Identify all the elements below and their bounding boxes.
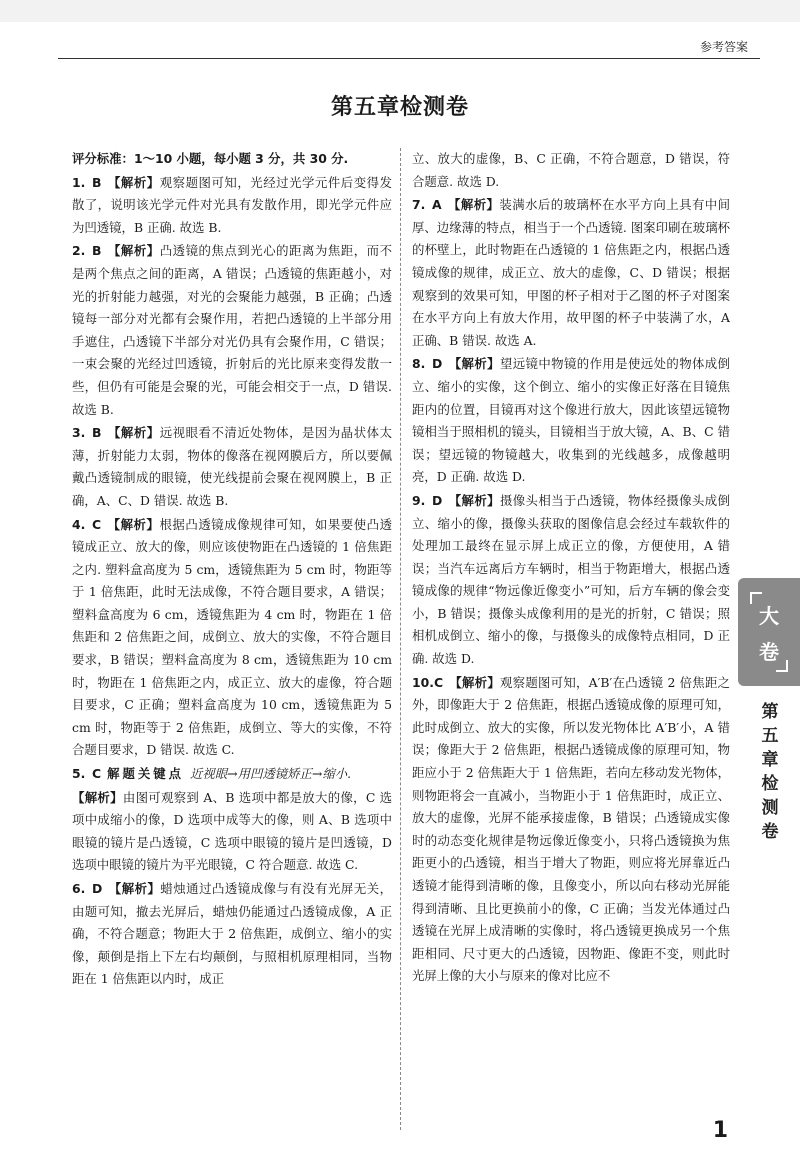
item-number: 7. xyxy=(412,197,426,213)
answer-item-3 xyxy=(72,422,392,512)
analysis-text: 立、放大的虚像，B、C 正确，不符合题意，D 错误，符合题意. 故选 D. xyxy=(412,151,730,189)
bracket-bottom-right xyxy=(776,660,788,672)
analysis-text: 远视眼看不清近处物体，是因为晶状体太薄，折射能力太弱，物体的像落在视网膜后方，所以要佩戴凸透镜制成的眼镜，使光线提前会聚在视网膜上，B 正确，A、C、D 错误. 故选 B. xyxy=(72,425,393,508)
answer-item-9 xyxy=(412,490,730,671)
answer-item-4 xyxy=(72,514,392,763)
side-tab xyxy=(738,578,800,686)
analysis-text: 凸透镜的焦点到光心的距离为焦距，而不是两个焦点之间的距离，A 错误；凸透镜的焦距越小，对光的折射能力越强，对光的会聚能力越强，B 正确；凸透镜每一部分对光都有会聚作用，若把凸透镜的上半部分用手遮住，凸透镜下半部分对光仍具有会聚作用，C 错误；一束会聚的光经过凹透镜，折射后的光比原来变得发散一些，但仍有可能是会聚的光，可能会相交于一点，D 错误. 故选 B. xyxy=(72,243,393,417)
answer-item-2 xyxy=(72,240,392,421)
item-answer: B xyxy=(92,243,102,259)
left-column xyxy=(72,148,392,992)
answer-item-7 xyxy=(412,194,730,352)
column-divider xyxy=(400,148,401,1130)
analysis-tag: 【解析】 xyxy=(448,492,500,508)
item-answer: C xyxy=(92,766,102,782)
item-number: 2. xyxy=(72,243,86,259)
right-column xyxy=(412,148,730,989)
side-tab-top: 大 xyxy=(759,604,779,628)
item-number: 10. xyxy=(412,674,434,690)
scoring-criteria xyxy=(72,148,392,171)
item-answer: D xyxy=(432,356,443,372)
header-label: 参考答案 xyxy=(699,40,748,54)
analysis-text: 由图可观察到 A、B 选项中都是放大的像，C 选项中成缩小的像，D 选项中成等大的像，则 A、B 选项中眼镜的镜片是凸透镜，C 选项中眼镜的镜片是凹透镜，D 选项中眼镜的镜片为平光眼镜，C 符合题意. 故选 C. xyxy=(72,789,392,873)
side-tab-bottom: 卷 xyxy=(759,640,779,664)
item-answer: B xyxy=(92,174,102,190)
analysis-text: 观察题图可知，A′B′在凸透镜 2 倍焦距之外，即像距大于 2 倍焦距，根据凸透镜成像的原理可知，此时成倒立、放大的实像，所以发光物体比 A′B′小，A 错误；像距大于 2 倍焦距，根据凸透镜成像的原理可知，物距应小于 2 倍焦距大于 1 倍焦距，若向左移动发光物体，则物距将会一直减小，当物距小于 1 倍焦距时，成正立、放大的虚像，光屏不能承接虚像，B 错误；凸透镜成实像时的动态变化规律是物远像近像变小，只将凸透镜换为焦距更小的凸透镜，相当于增大了物距，则应将光屏靠近凸透镜才能得到清晰的像，且像变小，所以向右移动光屏能得到清晰、且比更换前小的像，C 正确；当发光体通过凸透镜在光屏上成清晰的实像时，将凸透镜更换成另一个焦距相同、尺寸更大的凸透镜，因物距、像距不变，则此时光屏上像的大小与原来的像对比应不 xyxy=(412,674,730,984)
analysis-tag: 【解析】 xyxy=(447,197,500,213)
key-point-label: 解题关键点 xyxy=(107,766,185,782)
item-answer: D xyxy=(92,881,103,896)
criteria-text: 评分标准：1～10 小题，每小题 3 分，共 30 分. xyxy=(72,151,349,166)
key-point-text: 近视眼→用凹透镜矫正→缩小. xyxy=(190,766,352,782)
analysis-tag: 【解析】 xyxy=(107,425,160,441)
analysis-tag: 【解析】 xyxy=(107,516,160,532)
answer-item-6 xyxy=(72,878,392,991)
analysis-text: 装满水后的玻璃杯在水平方向上具有中间厚、边缘薄的特点，相当于一个凸透镜. 图案印刷在玻璃杯的杯壁上，此时物距在凸透镜的 1 倍焦距之内，根据凸透镜成像的规律，成正立、放大的虚像，C、D 错误；根据观察到的效果可知，甲图的杯子相对于乙图的杯子对图案在水平方向上有放大作用，故甲图的杯子中装满了水，A 正确、B 错误. 故选 A. xyxy=(412,197,731,348)
answer-item-10 xyxy=(412,672,730,988)
analysis-tag: 【解析】 xyxy=(108,881,161,896)
item-answer: C xyxy=(433,674,444,690)
page-title: 第五章检测卷 xyxy=(330,95,469,120)
item-number: 6. xyxy=(72,881,86,896)
answer-item-6-continued xyxy=(412,148,730,193)
analysis-tag: 【解析】 xyxy=(448,356,500,372)
answer-item-5-analysis xyxy=(72,787,392,877)
answer-item-8 xyxy=(412,353,730,489)
item-answer: B xyxy=(92,425,102,441)
item-number: 1. xyxy=(72,174,86,190)
item-number: 5. xyxy=(72,766,86,782)
item-answer: C xyxy=(92,516,102,532)
side-chapter-label: 第五章检测卷 xyxy=(761,702,779,842)
top-margin xyxy=(0,0,800,22)
item-answer: A xyxy=(432,197,442,213)
item-number: 8. xyxy=(412,356,426,372)
analysis-tag: 【解析】 xyxy=(107,243,160,259)
answer-item-1 xyxy=(72,172,392,240)
answer-item-5 xyxy=(72,763,392,786)
item-number: 3. xyxy=(72,425,86,441)
page-number: 1 xyxy=(712,1118,728,1143)
analysis-tag: 【解析】 xyxy=(449,674,500,690)
analysis-tag: 【解析】 xyxy=(107,174,160,190)
item-number: 4. xyxy=(72,516,86,532)
analysis-tag: 【解析】 xyxy=(72,789,123,805)
analysis-text: 摄像头相当于凸透镜，物体经摄像头成倒立、缩小的像，摄像头获取的图像信息会经过车载软件的处理加工最终在显示屏上成正立的像，方便使用，A 错误；当汽车远离后方车辆时，相当于物距增大，根据凸透镜成像的规律“物远像近像变小”可知，后方车辆的像会变小，B 错误；摄像头成像利用的是光的折射，C 错误；照相机成倒立、缩小的像，与摄像头的成像特点相同，D 正确. 故选 D. xyxy=(412,492,731,667)
item-answer: D xyxy=(432,492,443,508)
analysis-text: 望远镜中物镜的作用是使远处的物体成倒立、缩小的实像，这个倒立、缩小的实像正好落在目镜焦距内的位置，目镜再对这个像进行放大，因此该望远镜物镜相当于照相机的镜头，目镜相当于放大镜，A、B、C 错误；望远镜的物镜越大，收集到的光线越多，成像越明亮，D 正确. 故选 D. xyxy=(412,356,731,485)
analysis-text: 根据凸透镜成像规律可知，如果要使凸透镜成正立、放大的像，则应该使物距在凸透镜的 1 倍焦距之内. 塑料盒高度为 5 cm，透镜焦距为 5 cm 时，物距等于 1 倍焦距，此时无法成像，不符合题目要求，A 错误；塑料盒高度为 6 cm，透镜焦距为 4 cm 时，物距在 1 倍焦距和 2 倍焦距之间，成倒立、放大的实像，不符合题目要求，B 错误；塑料盒高度为 8 cm，透镜焦距为 10 cm 时，物距在 1 倍焦距之内，成正立、放大的虚像，符合题目要求，C 正确；塑料盒高度为 10 cm，透镜焦距为 5 cm 时，物距等于 2 倍焦距，成倒立、等大的实像，不符合题目要求，D 错误. 故选 C. xyxy=(72,516,393,758)
analysis-text: 蜡烛通过凸透镜成像与有没有光屏无关，由题可知，撤去光屏后，蜡烛仍能通过凸透镜成像，A 正确，不符合题意；物距大于 2 倍焦距，成倒立、缩小的实像，颠倒是指上下左右均颠倒，与照相机原理相同，当物距在 1 倍焦距以内时，成正 xyxy=(72,881,393,987)
item-number: 9. xyxy=(412,492,426,508)
analysis-text: 观察题图可知，光经过光学元件后变得发散了，说明该光学元件对光具有发散作用，即光学元件应为凹透镜，B 正确. 故选 B. xyxy=(72,174,393,235)
header-rule xyxy=(58,58,760,59)
